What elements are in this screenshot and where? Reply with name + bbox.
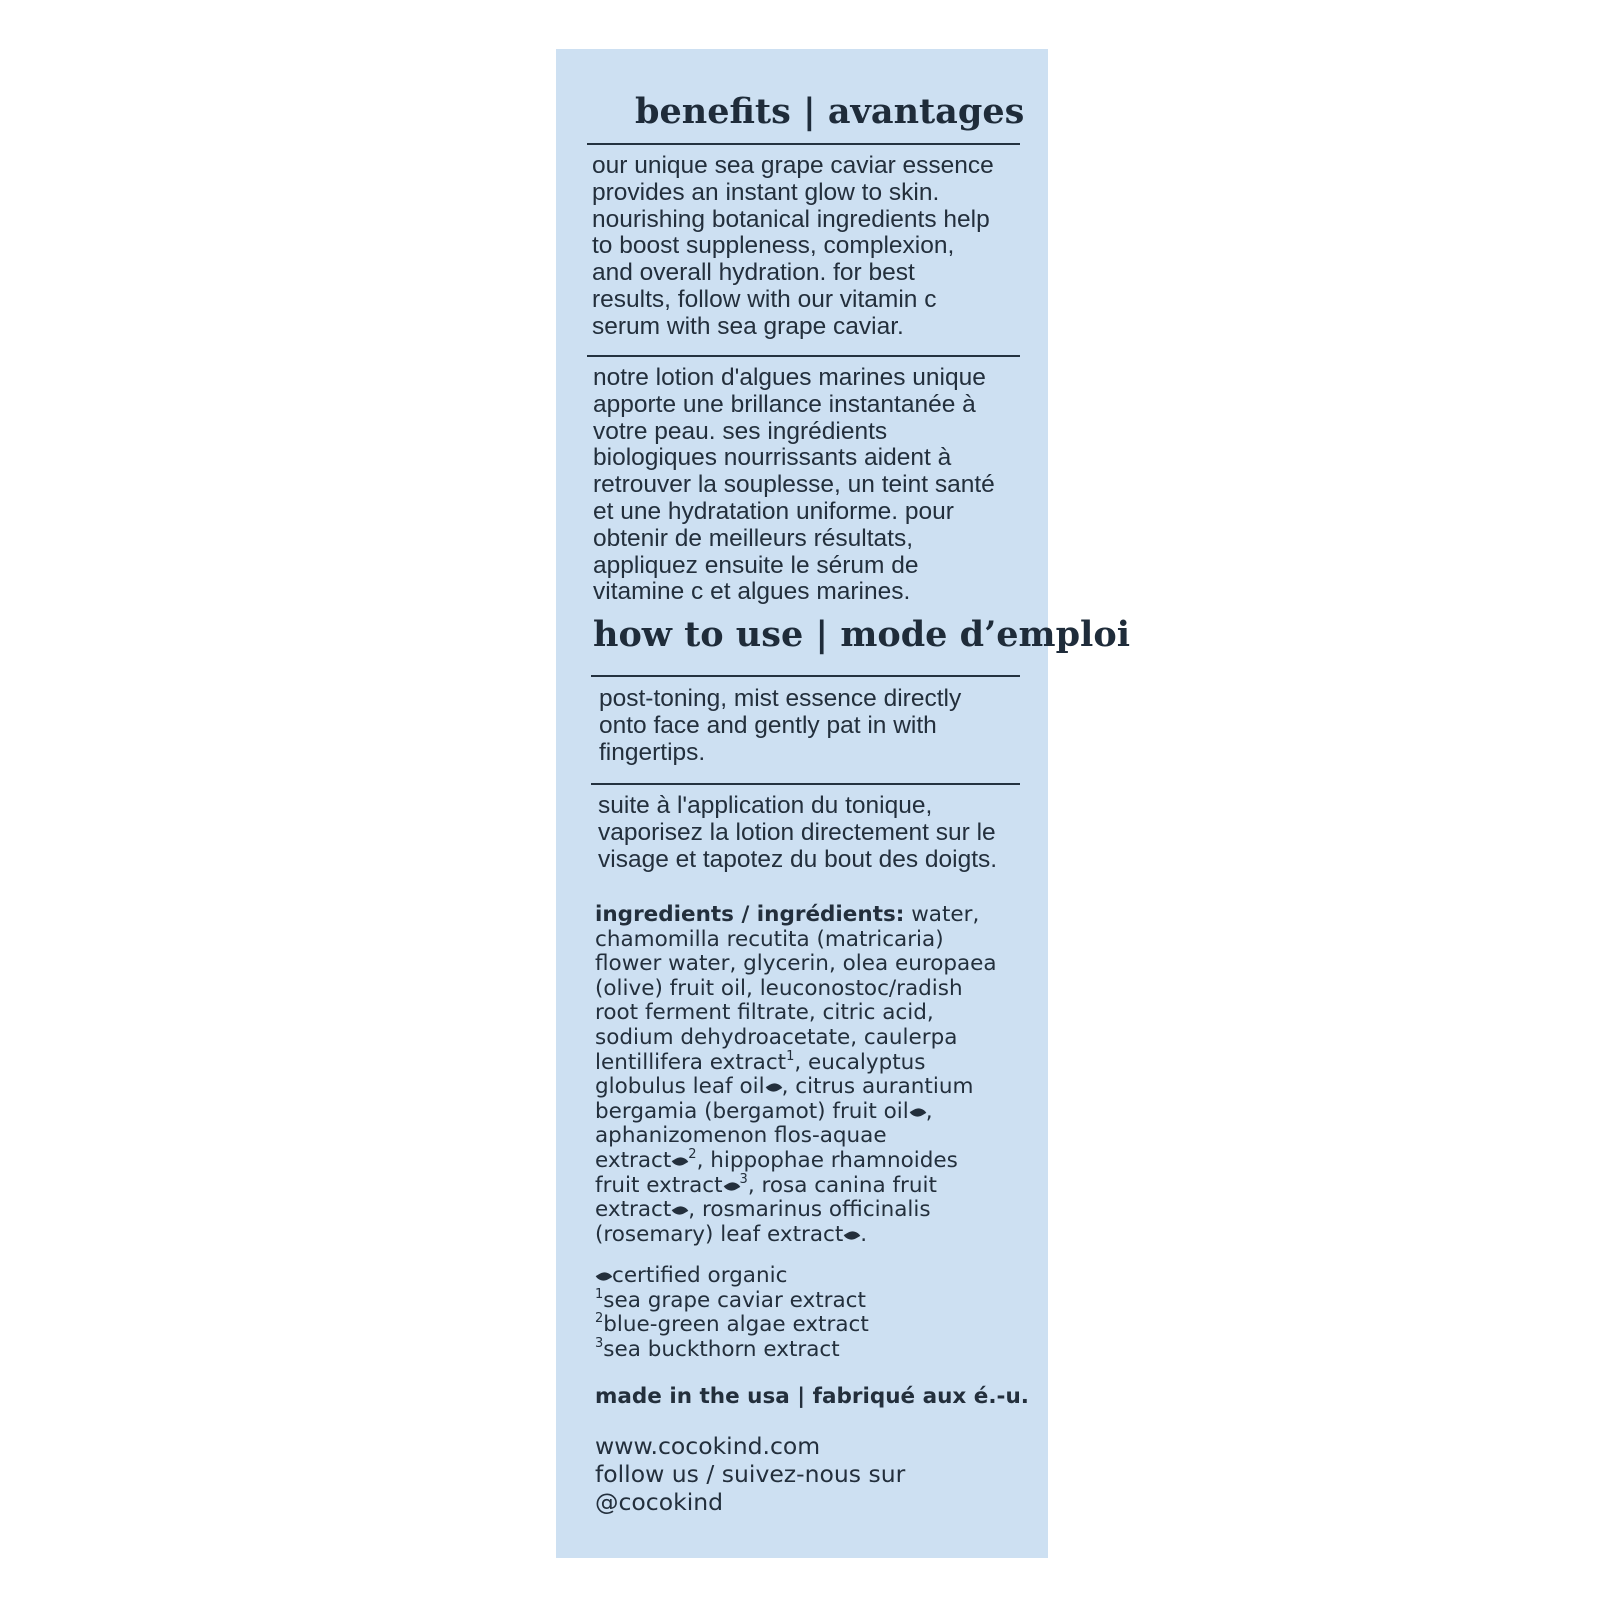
text-line: to boost suppleness, complexion, bbox=[592, 232, 955, 260]
footnote-marker: 3 bbox=[739, 1171, 748, 1187]
organic-leaf-icon bbox=[765, 1080, 782, 1095]
footnote-1: sea grape caviar extract bbox=[603, 1287, 866, 1313]
benefits-divider bbox=[587, 355, 1020, 357]
ingredients-text: , eucalyptus bbox=[794, 1049, 926, 1075]
product-label-panel bbox=[556, 49, 1130, 1558]
ingredients-text: extract bbox=[595, 1197, 672, 1223]
text-line: suite à l'application du tonique, bbox=[598, 792, 933, 819]
footnote-marker: 3 bbox=[595, 1335, 604, 1351]
text-line: appliquez ensuite le sérum de bbox=[593, 551, 919, 579]
how-to-use-english-text bbox=[599, 686, 961, 766]
text-line: vitamine c et algues marines. bbox=[593, 578, 911, 606]
text-line: obtenir de meilleurs résultats, bbox=[593, 524, 914, 552]
ingredients-text: bergamia (bergamot) fruit oil bbox=[595, 1098, 909, 1124]
benefits-heading: benefits | avantages bbox=[635, 91, 1025, 132]
footnote-marker: 2 bbox=[595, 1311, 604, 1327]
ingredients-text: (rosemary) leaf extract bbox=[595, 1221, 844, 1247]
footnote-3: sea buckthorn extract bbox=[603, 1336, 840, 1362]
text-line: our unique sea grape caviar essence bbox=[592, 152, 994, 179]
footnote-marker: 1 bbox=[786, 1048, 795, 1064]
organic-leaf-icon bbox=[844, 1228, 861, 1243]
organic-leaf-icon bbox=[909, 1105, 926, 1120]
ingredients-label: ingredients / ingrédients: bbox=[595, 902, 905, 927]
website-text: www.cocokind.com bbox=[595, 1432, 821, 1460]
ingredients-text: globulus leaf oil bbox=[595, 1074, 765, 1100]
text-line: fingertips. bbox=[599, 738, 706, 766]
ingredients-text: aphanizomenon flos-aquae bbox=[595, 1123, 887, 1149]
ingredients-text: . bbox=[860, 1221, 868, 1247]
ingredients-text: , rosmarinus officinalis bbox=[688, 1197, 931, 1223]
ingredients-text: lentillifera extract bbox=[595, 1049, 787, 1075]
text-line: and overall hydration. for best bbox=[592, 259, 915, 287]
footnote-marker: 2 bbox=[688, 1146, 697, 1162]
social-handle: @cocokind bbox=[595, 1488, 724, 1516]
how-to-use-french-text bbox=[598, 793, 997, 873]
text-line: vaporisez la lotion directement sur le bbox=[598, 818, 996, 846]
text-line: apporte une brillance instantanée à bbox=[593, 390, 976, 418]
text-line: serum with sea grape caviar. bbox=[592, 312, 904, 340]
ingredients-text: sodium dehydroacetate, caulerpa bbox=[595, 1024, 958, 1050]
text-line: notre lotion d'algues marines unique bbox=[593, 364, 986, 391]
text-line: results, follow with our vitamin c bbox=[592, 285, 937, 313]
ingredients-text: (olive) fruit oil, leuconostoc/radish bbox=[595, 975, 963, 1001]
ingredients-text: water, bbox=[904, 902, 980, 927]
text-line: post-toning, mist essence directly bbox=[599, 685, 962, 712]
text-line: nourishing botanical ingredients help bbox=[592, 205, 990, 233]
how-to-use-heading: how to use | mode d’emploi bbox=[593, 614, 1130, 655]
made-in-usa: made in the usa | fabriqué aux é.-u. bbox=[595, 1384, 1029, 1409]
text-line: visage et tapotez du bout des doigts. bbox=[598, 845, 998, 873]
ingredients-text: , rosa canina fruit bbox=[747, 1172, 937, 1198]
ingredients-text: , hippophae rhamnoides bbox=[696, 1147, 958, 1173]
benefits-heading-rule bbox=[587, 143, 1020, 145]
footnotes bbox=[595, 1264, 869, 1362]
ingredients-list bbox=[595, 903, 997, 1247]
footnote-marker: 1 bbox=[595, 1286, 604, 1302]
text-line: biologiques nourrissants aident à bbox=[593, 444, 952, 472]
benefits-french-text bbox=[593, 365, 995, 606]
ingredients-text: flower water, glycerin, olea europaea bbox=[595, 951, 997, 977]
organic-leaf-icon bbox=[672, 1154, 689, 1169]
footnote-2: blue-green algae extract bbox=[603, 1312, 869, 1338]
ingredients-text: , bbox=[925, 1098, 933, 1124]
text-line: retrouver la souplesse, un teint santé bbox=[593, 471, 995, 499]
text-line: onto face and gently pat in with bbox=[599, 711, 937, 739]
ingredients-text: root ferment filtrate, citric acid, bbox=[595, 1000, 934, 1026]
benefits-english-text bbox=[592, 153, 994, 341]
ingredients-text: fruit extract bbox=[595, 1172, 723, 1198]
text-line: et une hydratation uniforme. pour bbox=[593, 497, 954, 525]
how-to-use-heading-rule bbox=[591, 675, 1020, 677]
text-line: votre peau. ses ingrédients bbox=[593, 417, 888, 445]
organic-leaf-icon bbox=[723, 1179, 740, 1194]
organic-leaf-icon bbox=[672, 1203, 689, 1218]
ingredients-text: chamomilla recutita (matricaria) bbox=[595, 926, 944, 952]
how-to-use-divider bbox=[591, 783, 1020, 785]
follow-text: follow us / suivez-nous sur bbox=[595, 1460, 906, 1488]
organic-leaf-icon bbox=[596, 1269, 613, 1284]
ingredients-text: extract bbox=[595, 1147, 672, 1173]
footnote-organic: certified organic bbox=[612, 1263, 788, 1288]
ingredients-text: , citrus aurantium bbox=[781, 1074, 974, 1100]
text-line: provides an instant glow to skin. bbox=[592, 178, 940, 206]
contact-block bbox=[595, 1432, 905, 1516]
